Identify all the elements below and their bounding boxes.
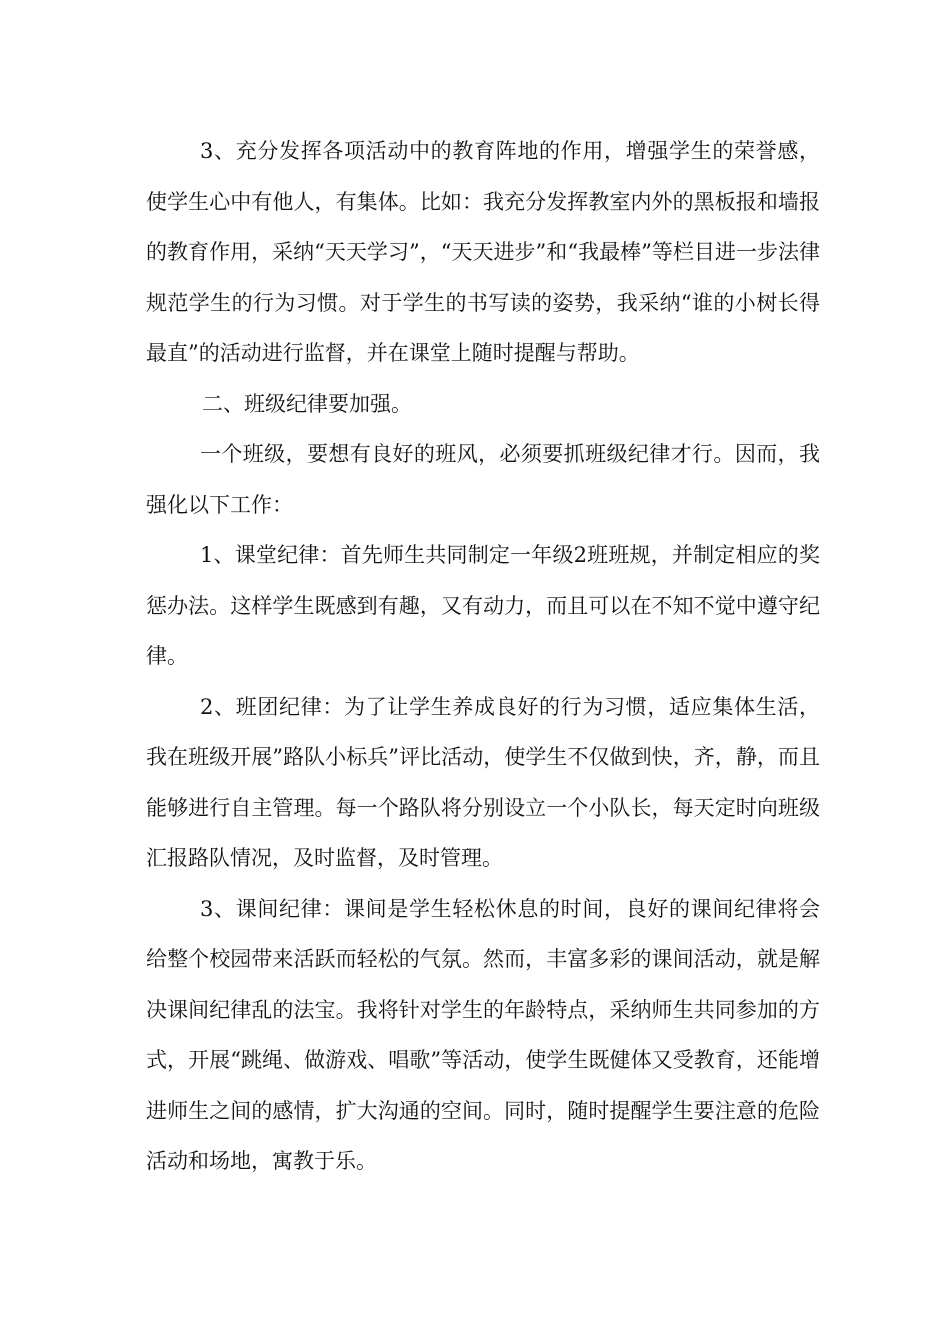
document-page <box>146 126 820 1187</box>
paragraph-discipline-intro: 一个班级，要想有良好的班风，必须要抓班级纪律才行。因而，我强化以下工作： <box>146 442 820 517</box>
paragraph-honor-activities: 3、充分发挥各项活动中的教育阵地的作用，增强学生的荣誉感，使学生心中有他人，有集体。比如：我充分发挥教室内外的黑板报和墙报的教育作用，采纳“天天学习”，“天天进步”和“我最棒”等栏目进一步法律规范学生的行为习惯。对于学生的书写读的姿势，我采纳“谁的小树长得最直”的活动进行监督，并在课堂上随时提醒与帮助。 <box>146 139 820 365</box>
paragraph-recess-discipline: 3、课间纪律：课间是学生轻松休息的时间，良好的课间纪律将会给整个校园带来活跃而轻松的气氛。然而，丰富多彩的课间活动，就是解决课间纪律乱的法宝。我将针对学生的年龄特点，采纳师生共同参加的方式，开展“跳绳、做游戏、唱歌”等活动，使学生既健体又受教育，还能增进师生之间的感情，扩大沟通的空间。同时，随时提醒学生要注意的危险活动和场地，寓教于乐。 <box>146 896 820 1173</box>
paragraph-classroom-discipline: 1、课堂纪律：首先师生共同制定一年级2班班规，并制定相应的奖惩办法。这样学生既感到有趣，又有动力，而且可以在不知不觉中遵守纪律。 <box>146 543 820 668</box>
section-heading-class-discipline: 二、班级纪律要加强。 <box>202 391 412 416</box>
paragraph-team-discipline: 2、班团纪律：为了让学生养成良好的行为习惯，适应集体生活，我在班级开展”路队小标兵”评比活动，使学生不仅做到快，齐，静，而且能够进行自主管理。每一个路队将分别设立一个小队长，每天定时向班级汇报路队情况，及时监督，及时管理。 <box>146 694 820 870</box>
